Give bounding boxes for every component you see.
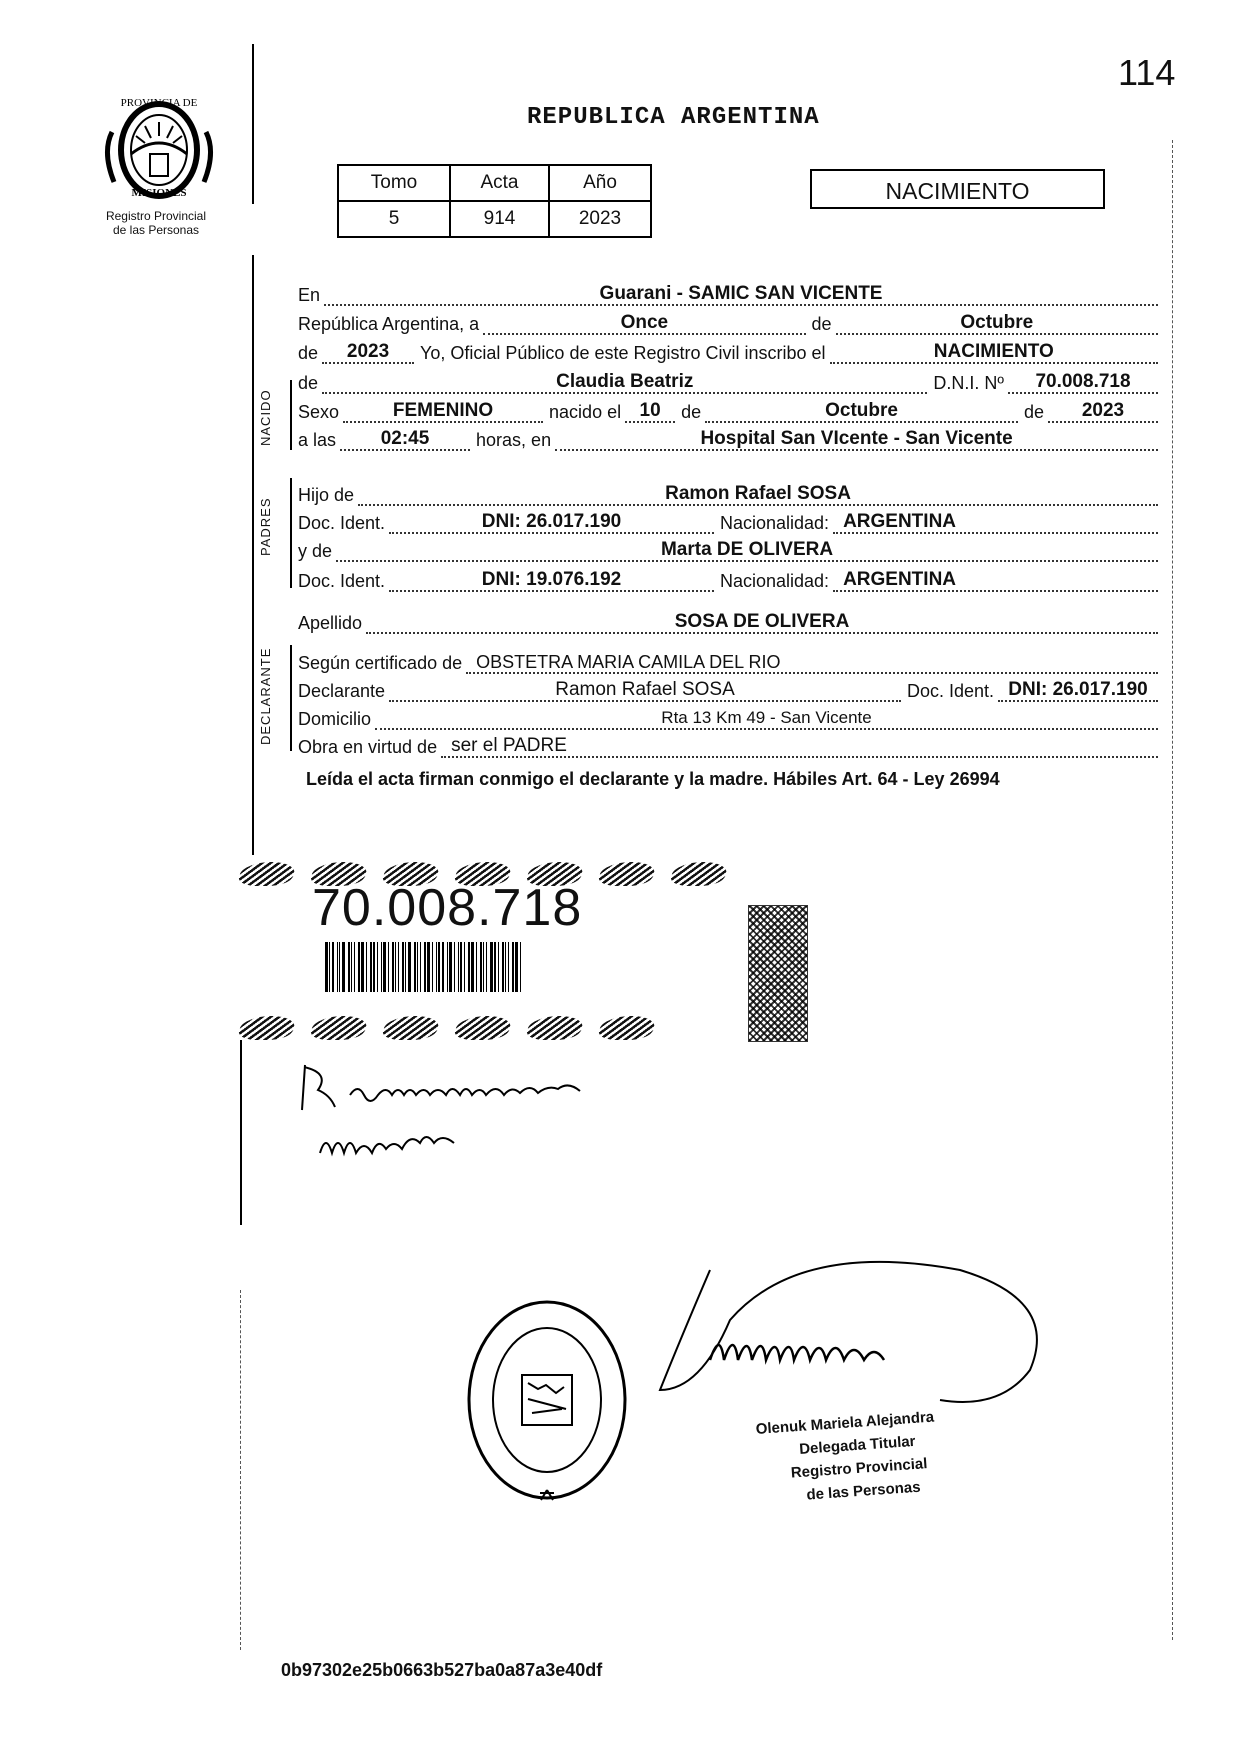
fill-father-doc (389, 511, 714, 534)
barcode-bar (348, 942, 350, 992)
fill-birth-place (555, 428, 1158, 451)
security-logo-8 (236, 1016, 299, 1040)
fill-child-dni (1008, 371, 1158, 394)
barcode-bar (476, 942, 477, 992)
barcode-bar (486, 942, 487, 992)
value-mother-nationality: ARGENTINA (843, 569, 957, 590)
fill-day (483, 312, 805, 335)
barcode-bar (381, 942, 382, 992)
emblem-caption-line2: de las Personas (112, 223, 200, 237)
fill-place (324, 283, 1158, 306)
fill-surname (366, 611, 1158, 634)
official-title: Delegada Titular (798, 1432, 917, 1458)
value-reason: ser el PADRE (451, 735, 567, 756)
row-certificate (298, 646, 1158, 674)
barcode (325, 942, 555, 992)
label-de-bmonth: de (681, 402, 702, 422)
row-officer (298, 336, 1158, 364)
barcode-bar (432, 942, 433, 992)
barcode-bar (342, 942, 345, 992)
barcode-bar (471, 942, 474, 992)
barcode-bar (508, 942, 509, 992)
value-sex: FEMENINO (392, 400, 494, 421)
value-father-doc: DNI: 26.017.190 (481, 511, 622, 532)
label-y-de: y de (298, 541, 333, 561)
fill-mother (336, 539, 1158, 562)
value-declarant-doc: DNI: 26.017.190 (1008, 679, 1148, 700)
value-surname: SOSA DE OLIVERA (674, 611, 850, 632)
fill-reason (441, 735, 1158, 758)
section-divider-padres (290, 478, 292, 588)
barcode-bar (392, 942, 394, 992)
barcode-bar (520, 942, 521, 992)
emblem-ring-top: PROVINCIA DE (120, 97, 198, 109)
row-sex-birth (298, 395, 1158, 423)
barcode-bar (325, 942, 328, 992)
registry-header-tomo: Tomo (338, 165, 450, 201)
barcode-bar (339, 942, 340, 992)
row-surname (298, 606, 1158, 634)
label-mother-doc: Doc. Ident. (298, 571, 386, 591)
emblem-caption (86, 209, 226, 237)
margin-line-lower (240, 1040, 242, 1225)
value-certificate: OBSTETRA MARIA CAMILA DEL RIO (476, 652, 781, 672)
barcode-bar (377, 942, 378, 992)
registry-value-acta: 914 (450, 201, 549, 237)
registry-header-anio: Año (549, 165, 651, 201)
section-divider-declarante (290, 645, 292, 751)
barcode-bar (442, 942, 444, 992)
label-a-las: a las (298, 430, 337, 450)
document-hash: 0b97302e25b0663b527ba0a87a3e40df (281, 1660, 603, 1680)
barcode-bar (414, 942, 416, 992)
label-republica: República Argentina, a (298, 314, 480, 334)
hologram-seal (748, 905, 808, 1042)
handwritten-signatures (290, 1055, 770, 1165)
label-dni: D.N.I. Nº (933, 373, 1004, 393)
fill-month (836, 312, 1158, 335)
margin-line-top (252, 44, 254, 204)
barcode-bar (436, 942, 437, 992)
barcode-bar (438, 942, 440, 992)
value-hour: 02:45 (380, 428, 430, 449)
barcode-bar (366, 942, 367, 992)
value-birth-day: 10 (639, 400, 661, 421)
barcode-bar (512, 942, 514, 992)
barcode-bar (402, 942, 404, 992)
barcode-bar (464, 942, 465, 992)
barcode-bar (480, 942, 482, 992)
value-place: Guarani - SAMIC SAN VICENTE (599, 283, 883, 304)
value-mother-doc: DNI: 19.076.192 (481, 569, 622, 590)
registry-value-anio: 2023 (549, 201, 651, 237)
fill-birth-day (625, 400, 675, 423)
barcode-bar (351, 942, 352, 992)
label-declarante: Declarante (298, 681, 386, 701)
label-sexo: Sexo (298, 402, 340, 422)
margin-line-main (252, 255, 254, 855)
value-father-nationality: ARGENTINA (843, 511, 957, 532)
label-declarant-doc: Doc. Ident. (906, 681, 994, 701)
barcode-bar (332, 942, 334, 992)
row-date-text (298, 307, 1158, 335)
barcode-bar (454, 942, 455, 992)
label-en: En (298, 285, 321, 305)
barcode-bar (498, 942, 499, 992)
label-de-byear: de (1023, 402, 1044, 422)
closing-note: Leída el acta firman conmigo el declarante y la madre. Hábiles Art. 64 - Ley 26994 (306, 769, 1000, 789)
fill-event (830, 341, 1158, 364)
value-month: Octubre (960, 312, 1034, 333)
barcode-bar (468, 942, 470, 992)
barcode-bar (490, 942, 493, 992)
security-logo-13 (596, 1016, 659, 1040)
value-birth-place: Hospital San VIcente - San Vicente (700, 428, 1013, 449)
barcode-bar (395, 942, 396, 992)
value-address: Rta 13 Km 49 - San Vicente (661, 708, 872, 727)
label-father-nationality: Nacionalidad: (719, 513, 830, 533)
barcode-bar (505, 942, 506, 992)
barcode-bar (405, 942, 406, 992)
value-declarant-name: Ramon Rafael SOSA (555, 679, 735, 700)
barcode-bar (502, 942, 504, 992)
label-de-year: de (298, 343, 319, 363)
barcode-bar (408, 942, 411, 992)
label-nacido-el: nacido el (549, 402, 622, 422)
barcode-bar (427, 942, 430, 992)
fill-declarant-doc (998, 679, 1158, 702)
barcode-bar (370, 942, 372, 992)
fill-sex (343, 400, 543, 423)
row-mother-doc (298, 564, 1158, 592)
label-domicilio: Domicilio (298, 709, 372, 729)
value-child-name: Claudia Beatriz (556, 371, 694, 392)
label-mother-nationality: Nacionalidad: (719, 571, 830, 591)
fill-certificate (466, 654, 1158, 674)
value-child-dni: 70.008.718 (1035, 371, 1131, 392)
barcode-bar (447, 942, 448, 992)
emblem-caption-line1: Registro Provincial (105, 209, 207, 223)
barcode-bar (483, 942, 484, 992)
fill-hour (340, 428, 470, 451)
label-horas-en: horas, en (476, 430, 552, 450)
fill-mother-nationality (833, 569, 1158, 592)
barcode-bar (460, 942, 462, 992)
security-logo-7 (668, 862, 731, 886)
row-place (298, 278, 1158, 306)
fill-mother-doc (389, 569, 714, 592)
barcode-bar (358, 942, 360, 992)
stamp-number: 70.008.718 (312, 879, 583, 937)
section-label-declarante: DECLARANTE (258, 647, 273, 745)
label-obra: Obra en virtud de (298, 737, 438, 757)
security-logo-11 (452, 1016, 515, 1040)
official-signature (640, 1260, 1080, 1420)
value-year: 2023 (346, 341, 390, 362)
barcode-bar (337, 942, 338, 992)
label-de-month: de (811, 314, 832, 334)
section-divider-nacido (290, 380, 292, 450)
row-father-doc (298, 506, 1158, 534)
row-mother (298, 534, 1158, 562)
label-certificado: Según certificado de (298, 653, 463, 673)
section-label-nacido: NACIDO (258, 389, 273, 446)
barcode-bar (449, 942, 452, 992)
barcode-bar (329, 942, 330, 992)
label-hijo-de: Hijo de (298, 485, 355, 505)
value-birth-month: Octubre (825, 400, 898, 421)
official-block (755, 1406, 940, 1510)
label-father-doc: Doc. Ident. (298, 513, 386, 533)
official-name: Olenuk Mariela Alejandra (755, 1408, 935, 1438)
label-apellido: Apellido (298, 613, 363, 633)
security-logo-12 (524, 1016, 587, 1040)
barcode-bar (373, 942, 375, 992)
value-father-name: Ramon Rafael SOSA (665, 483, 851, 504)
row-declarant (298, 674, 1158, 702)
provincia-de-misiones-emblem (100, 92, 218, 204)
label-officer: Yo, Oficial Público de este Registro Civil inscribo el (420, 343, 826, 363)
fill-year (322, 341, 414, 364)
page-number: 114 (1118, 52, 1176, 93)
official-seal (462, 1295, 632, 1510)
security-band-bottom (240, 1016, 654, 1040)
right-margin-line (1172, 140, 1173, 1640)
official-org-line1: Registro Provincial (790, 1455, 928, 1482)
label-de-child: de (298, 373, 319, 393)
security-logo-9 (308, 1016, 371, 1040)
barcode-bar (458, 942, 459, 992)
value-mother-name: Marta DE OLIVERA (660, 539, 834, 560)
fill-birth-year (1048, 400, 1158, 423)
row-father (298, 478, 1158, 506)
barcode-bar (354, 942, 355, 992)
row-child-name (298, 366, 1158, 394)
row-hour-place (298, 423, 1158, 451)
official-org-line2: de las Personas (805, 1478, 922, 1504)
value-birth-year: 2023 (1081, 400, 1125, 421)
security-logo-1 (236, 862, 299, 886)
margin-line-bottom (240, 1290, 241, 1650)
value-event: NACIMIENTO (933, 341, 1054, 362)
fill-address (375, 710, 1158, 730)
country-title: REPUBLICA ARGENTINA (527, 104, 820, 131)
barcode-bar (398, 942, 399, 992)
document-type-box: NACIMIENTO (810, 169, 1105, 209)
fill-birth-month (705, 400, 1018, 423)
barcode-bar (361, 942, 364, 992)
emblem-ring-bottom: MISIONES (131, 187, 187, 199)
registry-value-tomo: 5 (338, 201, 450, 237)
security-logo-10 (380, 1016, 443, 1040)
fill-father (358, 483, 1158, 506)
fill-father-nationality (833, 511, 1158, 534)
registry-header-acta: Acta (450, 165, 549, 201)
section-label-padres: PADRES (258, 497, 273, 556)
fill-declarant (389, 679, 901, 702)
registry-table (337, 164, 652, 238)
barcode-bar (383, 942, 386, 992)
row-address (298, 702, 1158, 730)
value-day-text: Once (620, 312, 669, 333)
barcode-bar (494, 942, 496, 992)
row-reason (298, 730, 1158, 758)
barcode-bar (424, 942, 426, 992)
barcode-bar (417, 942, 418, 992)
barcode-bar (515, 942, 518, 992)
fill-child-name (322, 371, 927, 394)
barcode-bar (388, 942, 389, 992)
security-logo-6 (596, 862, 659, 886)
barcode-bar (420, 942, 421, 992)
